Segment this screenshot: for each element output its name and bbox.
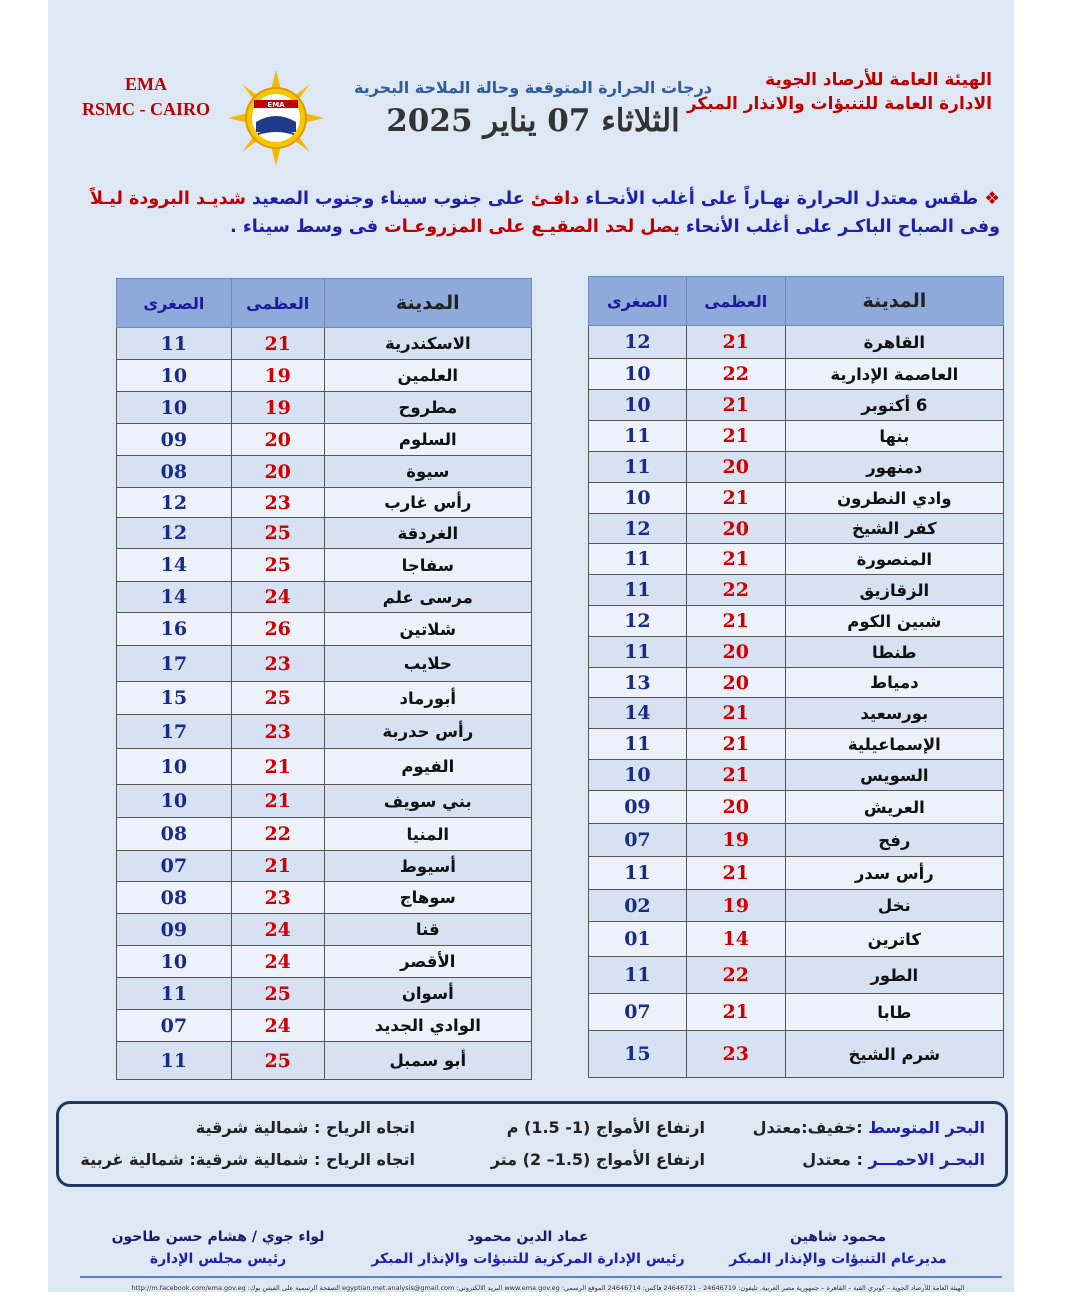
table-row [117,646,532,682]
rsmc-label [82,72,210,122]
max-temp-cell: 24 [231,914,324,946]
table-row [589,421,1004,452]
max-temp-cell: 21 [686,698,785,729]
max-temp-cell: 20 [686,452,785,483]
table-row [589,606,1004,637]
city-cell: المنيا [324,818,531,851]
red-sea-state: : معتدل [802,1150,863,1169]
city-cell: طابا [785,994,1003,1031]
max-temp-cell: 23 [231,488,324,518]
bullet-icon: ❖ [984,189,1000,209]
city-cell: الأقصر [324,946,531,978]
min-temp-cell: 10 [589,760,687,791]
city-cell: السلوم [324,424,531,456]
table-row [589,452,1004,483]
min-temp-cell: 10 [117,946,232,978]
city-cell: طنطا [785,637,1003,668]
bulletin-subtitle: درجات الحرارة المتوقعة وحالة الملاحة البحرية [353,78,712,97]
max-temp-cell: 25 [231,518,324,549]
ema-code: EMA [125,74,167,94]
city-cell: العلمين [324,360,531,392]
table-row [117,518,532,549]
org-header [687,68,992,116]
city-cell: الفيوم [324,749,531,785]
red-sea-label: البحـر الاحمـــر [868,1150,985,1169]
rsmc-code: RSMC - CAIRO [82,99,210,119]
min-temp-cell: 09 [117,424,232,456]
min-temp-cell: 11 [589,957,687,994]
forecast-part-6: يصل لحد الصقيـع على المزروعـات [384,217,680,237]
max-temp-cell: 21 [686,390,785,421]
table-row [117,715,532,749]
max-temp-cell: 21 [231,749,324,785]
forecast-part-7: فى وسط سيناء . [230,217,379,237]
max-temp-cell: 23 [231,646,324,682]
min-temp-cell: 09 [117,914,232,946]
min-temp-cell: 10 [117,785,232,818]
city-cell: مطروح [324,392,531,424]
logo-text: EMA [267,101,285,109]
signature-forecast-director [688,1226,988,1270]
min-temp-cell: 14 [117,549,232,582]
city-cell: حلايب [324,646,531,682]
max-temp-cell: 14 [686,922,785,957]
forecast-text [78,185,1000,241]
signature-title: رئيس الإدارة المركزية للتنبؤات والإنذار المبكر [371,1251,685,1267]
table-row [589,637,1004,668]
max-temp-cell: 24 [231,1010,324,1042]
city-cell: قنا [324,914,531,946]
table-row [589,390,1004,421]
city-cell: بورسعيد [785,698,1003,729]
signature-chairman [88,1226,348,1270]
min-temp-cell: 11 [589,637,687,668]
min-temp-cell: 11 [589,421,687,452]
max-temp-cell: 21 [231,851,324,882]
table-row [117,978,532,1010]
city-cell: القاهرة [785,326,1003,359]
footer-divider [80,1276,1002,1278]
max-temp-cell: 20 [231,424,324,456]
table-row [589,483,1004,514]
min-temp-cell: 10 [117,749,232,785]
signature-title: رئيس مجلس الإدارة [149,1251,287,1267]
city-cell: شرم الشيخ [785,1031,1003,1078]
min-temp-cell: 11 [117,978,232,1010]
city-cell: الاسكندرية [324,328,531,360]
city-cell: أسوان [324,978,531,1010]
min-temp-cell: 07 [117,851,232,882]
forecast-part-1: طقس معتدل الحرارة نهـاراً على أغلب الأنحـاء [585,189,979,209]
table-row [589,1031,1004,1078]
city-cell: أبو سمبل [324,1042,531,1080]
max-temp-cell: 21 [686,857,785,890]
table-row [117,392,532,424]
table-row [117,914,532,946]
min-temp-cell: 10 [117,360,232,392]
table-row [589,729,1004,760]
mediterranean-label: البحر المتوسط [868,1118,985,1137]
city-cell: دمياط [785,668,1003,698]
city-cell: أسيوط [324,851,531,882]
min-temp-cell: 09 [589,791,687,824]
min-temp-cell: 08 [117,818,232,851]
max-temp-cell: 23 [686,1031,785,1078]
max-temp-cell: 22 [231,818,324,851]
max-temp-cell: 25 [231,1042,324,1080]
ema-logo-icon [228,70,324,166]
city-cell: بني سويف [324,785,531,818]
table-row [589,575,1004,606]
table-row [589,957,1004,994]
city-cell: المنصورة [785,544,1003,575]
forecast-part-4: شديـد البرودة ليـلاً [89,189,246,209]
table-row [117,1042,532,1080]
min-temp-cell: 11 [589,729,687,760]
min-temp-cell: 01 [589,922,687,957]
table-row [117,488,532,518]
signature-name: لواء جوي / هشام حسن طاحون [111,1229,325,1245]
min-temp-cell: 07 [589,824,687,857]
min-temp-cell: 12 [589,514,687,544]
signature-title: مديرعام التنبؤات والإنذار المبكر [729,1251,947,1267]
table-row [117,360,532,392]
min-temp-cell: 13 [589,668,687,698]
city-cell: أبورماد [324,682,531,715]
bulletin-heading [343,78,723,139]
mediterranean-state: :خفيف:معتدل [752,1118,863,1137]
min-temp-cell: 10 [117,392,232,424]
min-temp-cell: 15 [589,1031,687,1078]
city-cell: شلاتين [324,613,531,646]
column-header-max: العظمى [231,279,324,328]
table-row [589,824,1004,857]
min-temp-cell: 07 [589,994,687,1031]
column-header-min: الصغرى [117,279,232,328]
city-cell: 6 أكتوبر [785,390,1003,421]
bulletin-page [48,0,1014,1292]
table-row [117,946,532,978]
table-row [589,698,1004,729]
city-cell: الوادي الجديد [324,1010,531,1042]
min-temp-cell: 14 [589,698,687,729]
city-cell: العريش [785,791,1003,824]
max-temp-cell: 22 [686,575,785,606]
table-row [117,682,532,715]
signature-name: محمود شاهين [789,1229,887,1245]
table-header-row [117,279,532,328]
min-temp-cell: 11 [589,544,687,575]
table-row [589,994,1004,1031]
max-temp-cell: 20 [231,456,324,488]
signature-central-director [358,1226,698,1270]
min-temp-cell: 17 [117,715,232,749]
city-cell: الإسماعيلية [785,729,1003,760]
red-sea-waves: ارتفاع الأمواج (1.5– 2) متر [490,1150,705,1169]
min-temp-cell: 07 [117,1010,232,1042]
max-temp-cell: 19 [686,890,785,922]
city-cell: كاترين [785,922,1003,957]
column-header-city: المدينة [785,277,1003,326]
city-cell: الزقازيق [785,575,1003,606]
min-temp-cell: 12 [589,326,687,359]
min-temp-cell: 11 [589,452,687,483]
city-cell: الطور [785,957,1003,994]
max-temp-cell: 23 [231,882,324,914]
sea-row-red [59,1150,1005,1174]
max-temp-cell: 20 [686,668,785,698]
temperature-table-left [116,278,532,1080]
forecast-part-2: دافـئ [530,189,580,209]
city-cell: السويس [785,760,1003,791]
mediterranean-wind: اتجاه الرياح : شمالية شرقية [195,1118,415,1137]
table-row [117,1010,532,1042]
table-row [117,818,532,851]
sea-row-mediterranean [59,1118,1005,1142]
city-cell: دمنهور [785,452,1003,483]
min-temp-cell: 02 [589,890,687,922]
max-temp-cell: 20 [686,637,785,668]
forecast-part-5: وفى الصباح الباكـر على أغلب الأنحاء [685,217,1000,237]
table-row [117,613,532,646]
max-temp-cell: 24 [231,582,324,613]
table-row [589,668,1004,698]
min-temp-cell: 11 [589,857,687,890]
city-cell: سوهاج [324,882,531,914]
max-temp-cell: 19 [231,360,324,392]
max-temp-cell: 21 [686,483,785,514]
max-temp-cell: 25 [231,549,324,582]
min-temp-cell: 17 [117,646,232,682]
table-row [589,359,1004,390]
table-row [589,544,1004,575]
max-temp-cell: 19 [686,824,785,857]
footer-contact: الهيئة العامة للأرصاد الجوية – كوبري القبة – القاهرة – جمهورية مصر العربية. تليفون: 24646719 - 24646721 فاكس: 24646714 الموقع الرسمي: www.ema.gov.eg البريد الالكتروني: egyptian.met.analysis@gmail.com الصفحة الرسمية على الفيس بوك: http://m.facebook.com/ema.gov.eg [131,1284,965,1292]
max-temp-cell: 21 [686,994,785,1031]
min-temp-cell: 11 [117,1042,232,1080]
column-header-max: العظمى [686,277,785,326]
city-cell: نخل [785,890,1003,922]
max-temp-cell: 22 [686,957,785,994]
city-cell: العاصمة الإدارية [785,359,1003,390]
min-temp-cell: 16 [117,613,232,646]
max-temp-cell: 21 [686,421,785,452]
forecast-part-3: على جنوب سيناء وجنوب الصعيد [252,189,525,209]
org-name: الهيئة العامة للأرصاد الجوية [765,70,992,90]
table-row [589,760,1004,791]
max-temp-cell: 24 [231,946,324,978]
min-temp-cell: 15 [117,682,232,715]
signature-name: عماد الدين محمود [467,1229,589,1245]
table-row [117,456,532,488]
max-temp-cell: 21 [686,606,785,637]
max-temp-cell: 22 [686,359,785,390]
sea-status-box [56,1101,1008,1187]
city-cell: سفاجا [324,549,531,582]
table-header-row [589,277,1004,326]
min-temp-cell: 10 [589,359,687,390]
max-temp-cell: 21 [686,326,785,359]
city-cell: رأس حدربة [324,715,531,749]
table-row [117,851,532,882]
min-temp-cell: 11 [589,575,687,606]
max-temp-cell: 20 [686,791,785,824]
table-row [117,882,532,914]
min-temp-cell: 12 [117,518,232,549]
max-temp-cell: 21 [686,544,785,575]
table-row [589,857,1004,890]
max-temp-cell: 25 [231,978,324,1010]
org-department: الادارة العامة للتنبؤات والانذار المبكر [686,94,992,114]
min-temp-cell: 12 [589,606,687,637]
city-cell: الغردقة [324,518,531,549]
column-header-min: الصغرى [589,277,687,326]
red-sea-wind: اتجاه الرياح : شمالية شرقية: شمالية غربية [80,1150,415,1169]
city-cell: مرسى علم [324,582,531,613]
city-cell: كفر الشيخ [785,514,1003,544]
min-temp-cell: 14 [117,582,232,613]
min-temp-cell: 10 [589,483,687,514]
max-temp-cell: 23 [231,715,324,749]
city-cell: شبين الكوم [785,606,1003,637]
min-temp-cell: 10 [589,390,687,421]
bulletin-date: الثلاثاء 07 يناير 2025 [386,103,680,139]
table-row [117,785,532,818]
column-header-city: المدينة [324,279,531,328]
max-temp-cell: 21 [686,729,785,760]
city-cell: سيوة [324,456,531,488]
max-temp-cell: 21 [231,328,324,360]
max-temp-cell: 25 [231,682,324,715]
mediterranean-waves: ارتفاع الأمواج (1- 1.5) م [506,1118,705,1137]
city-cell: رأس غارب [324,488,531,518]
table-row [589,514,1004,544]
city-cell: رأس سدر [785,857,1003,890]
table-row [117,582,532,613]
table-row [589,326,1004,359]
max-temp-cell: 19 [231,392,324,424]
table-row [117,424,532,456]
min-temp-cell: 08 [117,456,232,488]
city-cell: وادي النطرون [785,483,1003,514]
max-temp-cell: 20 [686,514,785,544]
table-row [117,328,532,360]
temperature-table-right [588,276,1004,1078]
min-temp-cell: 12 [117,488,232,518]
city-cell: بنها [785,421,1003,452]
max-temp-cell: 26 [231,613,324,646]
max-temp-cell: 21 [231,785,324,818]
table-row [117,549,532,582]
min-temp-cell: 08 [117,882,232,914]
min-temp-cell: 11 [117,328,232,360]
city-cell: رفح [785,824,1003,857]
table-row [589,922,1004,957]
table-row [117,749,532,785]
table-row [589,890,1004,922]
table-row [589,791,1004,824]
max-temp-cell: 21 [686,760,785,791]
